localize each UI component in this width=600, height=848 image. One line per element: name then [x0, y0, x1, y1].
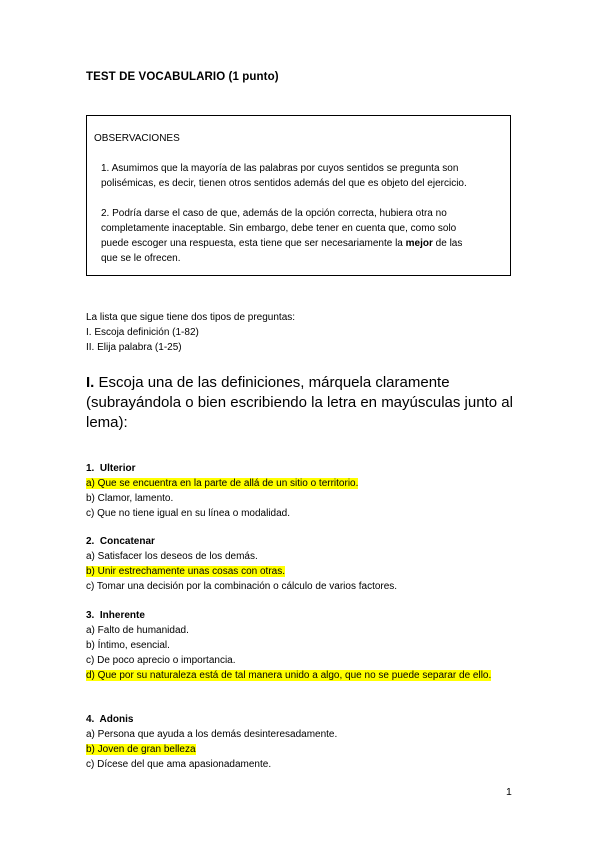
question-title — [86, 461, 516, 476]
option[interactable] — [86, 623, 516, 638]
question-word: Adonis — [99, 714, 134, 725]
option-text: c) Que no tiene igual en su línea o modalidad. — [86, 508, 291, 519]
option[interactable] — [86, 653, 516, 668]
section-heading — [86, 373, 516, 433]
question-1 — [86, 461, 516, 521]
observation-1-line: 1. Asumimos que la mayoría de las palabras por cuyos sentidos se pregunta son — [101, 163, 459, 174]
option-text: a) Falto de humanidad. — [86, 625, 189, 636]
question-4 — [86, 712, 516, 772]
question-2 — [86, 534, 516, 594]
observation-2-text: puede escoger una respuesta, esta tiene que ser necesariamente la — [101, 238, 406, 249]
intro-item: I. Escoja definición (1-82) — [86, 327, 199, 338]
option[interactable] — [86, 549, 516, 564]
observation-2-line: que se le ofrecen. — [101, 253, 181, 264]
option[interactable] — [86, 757, 516, 772]
observation-2-text: de las — [432, 238, 463, 249]
option[interactable] — [86, 727, 516, 742]
option-text-highlighted: b) Joven de gran belleza — [86, 744, 196, 755]
question-number: 4. — [86, 714, 95, 725]
observation-2 — [101, 206, 503, 266]
section-numeral: I. — [86, 374, 95, 391]
option-text: b) Clamor, lamento. — [86, 493, 174, 504]
option[interactable] — [86, 668, 506, 683]
question-title — [86, 712, 516, 727]
option-text: c) Tomar una decisión por la combinación o cálculo de varios factores. — [86, 581, 398, 592]
question-word: Inherente — [99, 610, 145, 621]
question-number: 1. — [86, 463, 95, 474]
question-word: Ulterior — [99, 463, 136, 474]
option-text: c) Dícese del que ama apasionadamente. — [86, 759, 272, 770]
observation-2-bold-word: mejor — [405, 238, 433, 249]
question-word: Concatenar — [99, 536, 155, 547]
observations-box — [86, 115, 511, 276]
section-instructions: Escoja una de las definiciones, márquela claramente (subrayándola o bien escribiendo la letra en mayúsculas junto al lema): — [86, 374, 513, 431]
observation-2-line-3 — [101, 236, 503, 251]
question-title — [86, 534, 516, 549]
observations-heading: OBSERVACIONES — [94, 133, 180, 144]
intro-line: La lista que sigue tiene dos tipos de preguntas: — [86, 312, 296, 323]
intro-item: II. Elija palabra (1-25) — [86, 342, 182, 353]
intro-list — [86, 310, 295, 355]
question-number: 2. — [86, 536, 95, 547]
option-text-highlighted: a) Que se encuentra en la parte de allá de un sitio o territorio. — [86, 478, 359, 489]
option-text: c) De poco aprecio o importancia. — [86, 655, 236, 666]
option[interactable] — [86, 506, 516, 521]
option-text: a) Satisfacer los deseos de los demás. — [86, 551, 258, 562]
observation-1 — [101, 161, 503, 191]
option[interactable] — [86, 476, 516, 491]
option-text-highlighted: d) Que por su naturaleza está de tal manera unido a algo, que no se puede separar de ello. — [86, 670, 492, 681]
observation-1-line: polisémicas, es decir, tienen otros sentidos además del que es objeto del ejercicio. — [101, 178, 467, 189]
option-text: a) Persona que ayuda a los demás desinteresadamente. — [86, 729, 338, 740]
option[interactable] — [86, 579, 516, 594]
question-number: 3. — [86, 610, 95, 621]
option-text: b) Íntimo, esencial. — [86, 640, 170, 651]
option[interactable] — [86, 491, 516, 506]
observation-2-line: 2. Podría darse el caso de que, además de la opción correcta, hubiera otra no — [101, 208, 447, 219]
document-title: TEST DE VOCABULARIO (1 punto) — [86, 71, 279, 83]
observation-2-line: completamente inaceptable. Sin embargo, debe tener en cuenta que, como solo — [101, 223, 457, 234]
option-text-highlighted: b) Unir estrechamente unas cosas con otras. — [86, 566, 285, 577]
question-3 — [86, 608, 516, 683]
page-number: 1 — [506, 786, 512, 798]
option[interactable] — [86, 564, 516, 579]
option[interactable] — [86, 742, 516, 757]
option[interactable] — [86, 638, 516, 653]
question-title — [86, 608, 516, 623]
